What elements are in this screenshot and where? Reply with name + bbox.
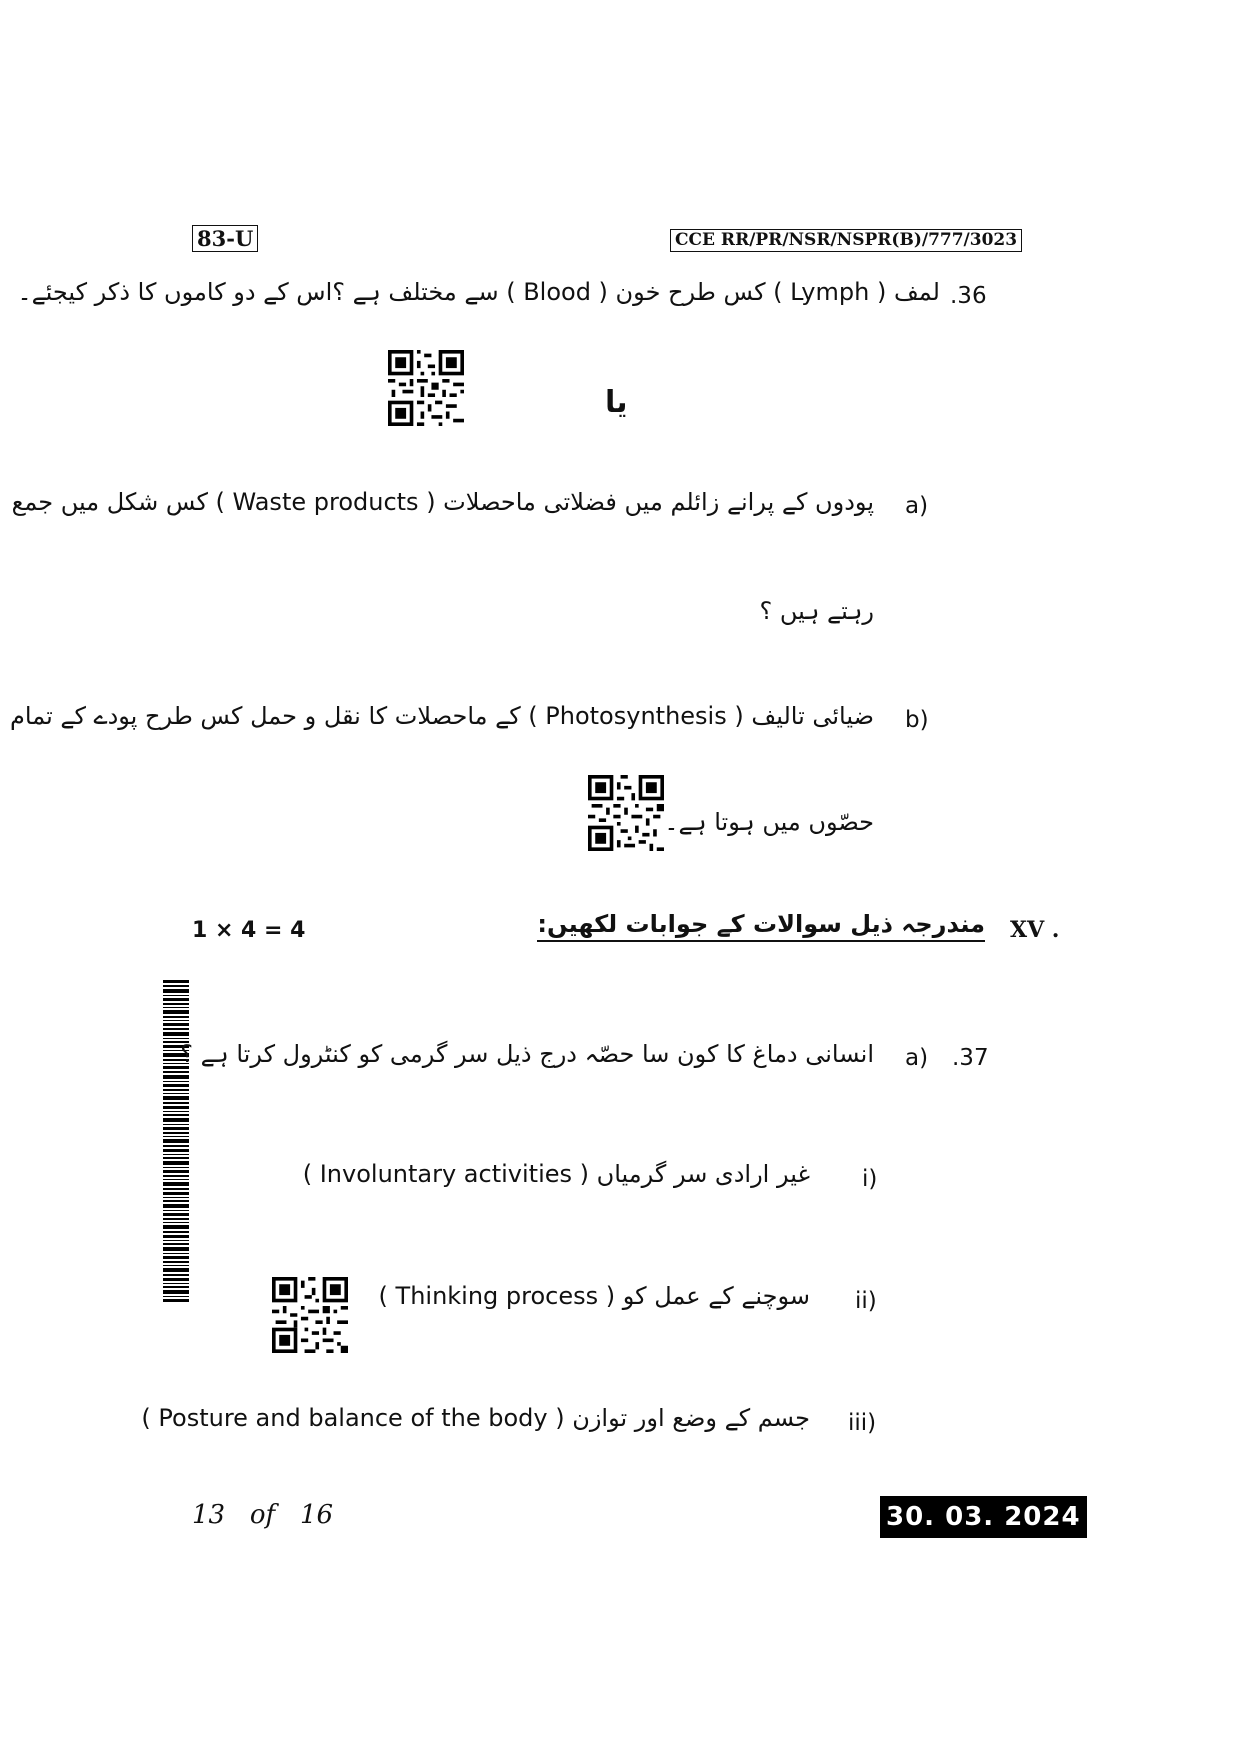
- section-marks: 1 × 4 = 4: [192, 918, 306, 943]
- page-number: [192, 1500, 333, 1530]
- qr-code-icon: [388, 350, 464, 426]
- q37-a-label: a): [905, 1045, 929, 1071]
- option-a-label: a): [905, 493, 929, 519]
- q37-a-text: انسانی دماغ کا کون سا حصّہ درج ذیل سر گرمی کو کنٹرول کرتا ہے ؟: [180, 1040, 874, 1068]
- page-total: 16: [299, 1500, 334, 1530]
- barcode-icon: [163, 980, 189, 1302]
- paper-code: 83-U: [192, 225, 258, 252]
- q37-iii-label: iii): [848, 1410, 877, 1436]
- option-b-text-continued: حصّوں میں ہوتا ہے۔: [664, 808, 874, 836]
- exam-date: 30. 03. 2024: [880, 1496, 1087, 1538]
- question-36-text: لمف ( Lymph ) کس طرح خون ( Blood ) سے مختلف ہے ؟اس کے دو کاموں کا ذکر کیجئے۔: [17, 278, 940, 306]
- option-b-label: b): [905, 707, 929, 733]
- or-label: یا: [605, 385, 628, 420]
- q37-ii-label: ii): [855, 1288, 877, 1314]
- page-current: 13: [192, 1500, 226, 1530]
- option-a-text: پودوں کے پرانے زائلم میں فضلاتی ماحصلات ( Waste products ) کس شکل میں جمع: [11, 488, 874, 516]
- question-37-number: .37: [952, 1045, 989, 1071]
- exam-code: CCE RR/PR/NSR/NSPR(B)/777/3023: [670, 229, 1022, 252]
- q37-ii-text: سوچنے کے عمل کو ( Thinking process ): [378, 1282, 810, 1310]
- option-a-text-continued: رہتے ہیں ؟: [759, 597, 874, 625]
- q37-i-label: i): [862, 1166, 878, 1192]
- q37-iii-text: جسم کے وضع اور توازن ( Posture and balance of the body ): [141, 1404, 810, 1432]
- option-b-text: ضیائی تالیف ( Photosynthesis ) کے ماحصلات کا نقل و حمل کس طرح پودے کے تمام: [10, 702, 874, 730]
- qr-code-icon: [588, 775, 664, 851]
- section-number: XV .: [1010, 917, 1060, 943]
- section-heading: مندرجہ ذیل سوالات کے جوابات لکھیں:: [537, 910, 985, 942]
- q37-i-text: غیر ارادی سر گرمیاں ( Involuntary activities ): [302, 1160, 810, 1188]
- question-36-number: .36: [950, 283, 987, 309]
- page-of: of: [249, 1500, 276, 1530]
